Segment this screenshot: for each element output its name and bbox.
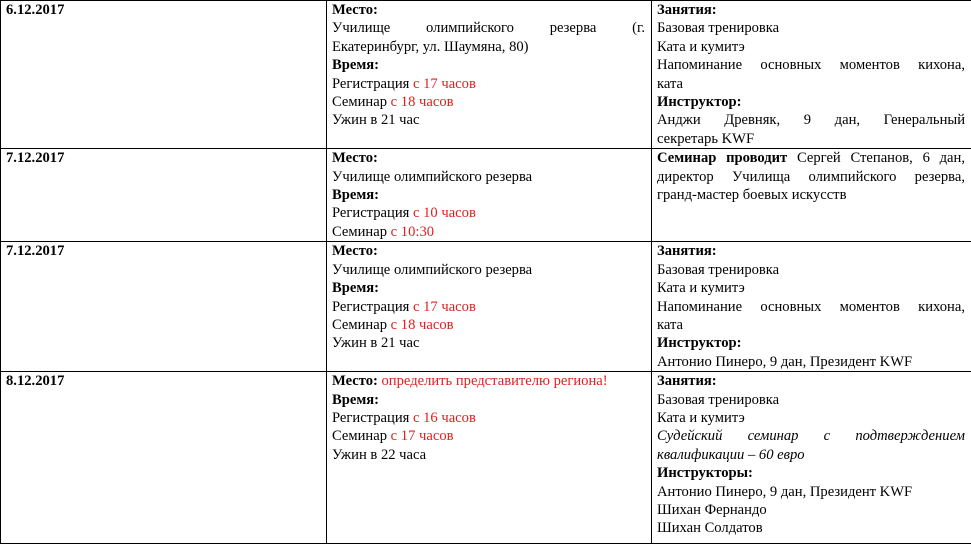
class-item-line1: Напоминание основных моментов кихона, [657,56,965,74]
classes-label: Занятия: [657,372,965,390]
instructor-line1: Анджи Древняк, 9 дан, Генеральный [657,111,965,129]
info-cell [652,1,971,149]
dinner-text: Ужин в 21 час [332,334,645,352]
instructor-label: Инструкторы: [657,464,965,482]
time-label: Время: [332,391,645,409]
registration-label: Регистрация [332,205,413,221]
place-text-line1: Училище олимпийского резерва [332,168,645,186]
place-label: Место: [332,373,382,389]
info-cell [652,149,971,242]
registration-label: Регистрация [332,299,413,315]
seminar-label: Семинар [332,94,391,110]
seminar-time: с 10:30 [391,224,434,240]
place-time-cell [327,1,652,149]
registration-label: Регистрация [332,76,413,92]
registration-time: с 10 часов [413,205,476,221]
seminar-time: с 18 часов [391,317,454,333]
info-bold-label: Семинар проводит [657,150,787,166]
seminar-line [332,223,645,241]
classes-label: Занятия: [657,1,965,19]
class-item: Базовая тренировка [657,19,965,37]
instructor-line1: Антонио Пинеро, 9 дан, Президент KWF [657,483,965,501]
class-item-line2: ката [657,75,965,93]
class-item: Ката и кумитэ [657,279,965,297]
registration-time: с 16 часов [413,410,476,426]
time-label: Время: [332,56,645,74]
place-time-cell [327,242,652,372]
classes-label: Занятия: [657,242,965,260]
info-line1-rest: Сергей Степанов, 6 дан, [787,150,965,166]
table-row [1,1,971,149]
info-line2: директор Училища олимпийского резерва, [657,168,965,186]
registration-time: с 17 часов [413,76,476,92]
seminar-line [332,316,645,334]
seminar-time: с 18 часов [391,94,454,110]
seminar-line [332,427,645,445]
instructor-line3: Шихан Солдатов [657,519,965,537]
table-row [1,149,971,242]
place-text-line2: Екатеринбург, ул. Шаумяна, 80) [332,38,645,56]
registration-line [332,75,645,93]
info-cell [652,242,971,372]
place-note: определить представителю региона! [382,373,608,389]
instructor-line2: секретарь KWF [657,130,965,148]
place-text-line1: Училище олимпийского резерва (г. [332,19,645,37]
info-line3: гранд-мастер боевых искусств [657,186,965,204]
date-text: 6.12.2017 [6,1,320,19]
class-item: Базовая тренировка [657,261,965,279]
place-label: Место: [332,1,645,19]
place-label: Место: [332,242,645,260]
place-text-line1: Училище олимпийского резерва [332,261,645,279]
instructor-line1: Антонио Пинеро, 9 дан, Президент KWF [657,353,965,371]
instructor-label: Инструктор: [657,93,965,111]
info-line1 [657,149,965,167]
seminar-time: с 17 часов [391,428,454,444]
registration-line [332,298,645,316]
class-item-line2: ката [657,316,965,334]
seminar-label: Семинар [332,428,391,444]
date-cell [1,242,327,372]
class-item: Базовая тренировка [657,391,965,409]
place-line [332,372,645,390]
instructor-label: Инструктор: [657,334,965,352]
registration-line [332,409,645,427]
seminar-label: Семинар [332,317,391,333]
info-cell [652,372,971,544]
date-text: 7.12.2017 [6,242,320,260]
place-time-cell [327,372,652,544]
table-row [1,372,971,544]
class-item: Ката и кумитэ [657,38,965,56]
class-item-line2: квалификации – 60 евро [657,446,965,464]
class-item: Ката и кумитэ [657,409,965,427]
class-item-line1: Судейский семинар с подтверждением [657,427,965,445]
instructor-line2: Шихан Фернандо [657,501,965,519]
date-cell [1,1,327,149]
time-label: Время: [332,186,645,204]
dinner-text: Ужин в 22 часа [332,446,645,464]
dinner-text: Ужин в 21 час [332,111,645,129]
date-cell [1,372,327,544]
date-text: 8.12.2017 [6,372,320,390]
time-label: Время: [332,279,645,297]
registration-label: Регистрация [332,410,413,426]
class-item-line1: Напоминание основных моментов кихона, [657,298,965,316]
seminar-line [332,93,645,111]
place-label: Место: [332,149,645,167]
registration-time: с 17 часов [413,299,476,315]
registration-line [332,204,645,222]
date-cell [1,149,327,242]
place-time-cell [327,149,652,242]
date-text: 7.12.2017 [6,149,320,167]
table-row [1,242,971,372]
seminar-label: Семинар [332,224,391,240]
